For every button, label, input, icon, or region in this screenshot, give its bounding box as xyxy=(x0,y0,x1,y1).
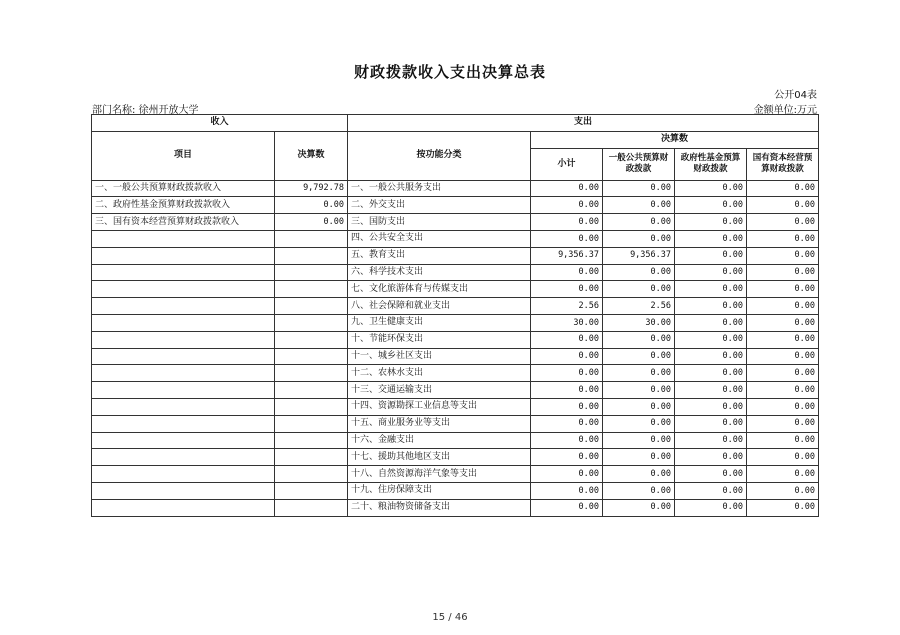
table-row xyxy=(92,314,819,331)
subtotal-cell: 0.00 xyxy=(531,365,603,382)
income-item-cell xyxy=(92,466,275,483)
general-budget-cell: 0.00 xyxy=(603,466,675,483)
income-item-cell xyxy=(92,382,275,399)
expense-category-cell: 九、卫生健康支出 xyxy=(348,314,531,331)
gov-fund-cell: 0.00 xyxy=(675,449,747,466)
income-amount-cell: 9,792.78 xyxy=(275,180,348,197)
table-row xyxy=(92,264,819,281)
expense-category-cell: 七、文化旅游体育与传媒支出 xyxy=(348,281,531,298)
income-item-cell xyxy=(92,499,275,516)
general-budget-cell: 0.00 xyxy=(603,415,675,432)
state-capital-header: 国有资本经营预算财政拨款 xyxy=(747,148,819,180)
expense-category-cell: 一、一般公共服务支出 xyxy=(348,180,531,197)
income-item-cell xyxy=(92,247,275,264)
form-code: 公开04表 xyxy=(774,90,817,101)
table-row xyxy=(92,197,819,214)
subtotal-cell: 0.00 xyxy=(531,432,603,449)
income-item-cell: 一、一般公共预算财政拨款收入 xyxy=(92,180,275,197)
table-row xyxy=(92,415,819,432)
income-amount-cell xyxy=(275,499,348,516)
state-capital-cell: 0.00 xyxy=(747,348,819,365)
state-capital-cell: 0.00 xyxy=(747,482,819,499)
income-amount-cell xyxy=(275,432,348,449)
final-amount-group-header: 决算数 xyxy=(531,131,819,148)
expense-category-cell: 十三、交通运输支出 xyxy=(348,382,531,399)
gov-fund-cell: 0.00 xyxy=(675,331,747,348)
expense-header: 支出 xyxy=(348,115,819,132)
state-capital-cell: 0.00 xyxy=(747,398,819,415)
general-budget-cell: 0.00 xyxy=(603,214,675,231)
subtotal-cell: 0.00 xyxy=(531,264,603,281)
gov-fund-cell: 0.00 xyxy=(675,247,747,264)
gov-fund-cell: 0.00 xyxy=(675,499,747,516)
expense-category-cell: 十八、自然资源海洋气象等支出 xyxy=(348,466,531,483)
income-amount-cell xyxy=(275,314,348,331)
income-amount-cell xyxy=(275,415,348,432)
general-budget-cell: 0.00 xyxy=(603,398,675,415)
state-capital-cell: 0.00 xyxy=(747,281,819,298)
subtotal-header: 小计 xyxy=(531,148,603,180)
final-amount-header: 决算数 xyxy=(275,131,348,180)
subtotal-cell: 0.00 xyxy=(531,398,603,415)
general-budget-cell: 9,356.37 xyxy=(603,247,675,264)
general-budget-cell: 2.56 xyxy=(603,298,675,315)
report-title: 财政拨款收入支出决算总表 xyxy=(353,63,546,81)
expense-category-cell: 三、国防支出 xyxy=(348,214,531,231)
general-budget-header: 一般公共预算财政拨款 xyxy=(603,148,675,180)
table-row xyxy=(92,331,819,348)
gov-fund-cell: 0.00 xyxy=(675,214,747,231)
gov-fund-cell: 0.00 xyxy=(675,466,747,483)
state-capital-cell: 0.00 xyxy=(747,466,819,483)
state-capital-cell: 0.00 xyxy=(747,382,819,399)
income-item-cell xyxy=(92,230,275,247)
state-capital-cell: 0.00 xyxy=(747,449,819,466)
gov-fund-cell: 0.00 xyxy=(675,415,747,432)
state-capital-cell: 0.00 xyxy=(747,247,819,264)
income-amount-cell: 0.00 xyxy=(275,197,348,214)
income-amount-cell xyxy=(275,449,348,466)
table-row xyxy=(92,230,819,247)
income-amount-cell xyxy=(275,382,348,399)
page-indicator: 15 / 46 xyxy=(432,612,468,623)
table-row xyxy=(92,298,819,315)
gov-fund-cell: 0.00 xyxy=(675,398,747,415)
table-row xyxy=(92,432,819,449)
general-budget-cell: 0.00 xyxy=(603,230,675,247)
table-row xyxy=(92,281,819,298)
general-budget-cell: 0.00 xyxy=(603,281,675,298)
table-row xyxy=(92,482,819,499)
subtotal-cell: 0.00 xyxy=(531,415,603,432)
state-capital-cell: 0.00 xyxy=(747,264,819,281)
subtotal-cell: 0.00 xyxy=(531,348,603,365)
income-item-cell xyxy=(92,432,275,449)
table-row xyxy=(92,449,819,466)
state-capital-cell: 0.00 xyxy=(747,197,819,214)
gov-fund-header: 政府性基金预算财政拨款 xyxy=(675,148,747,180)
final-accounts-table xyxy=(91,114,819,517)
table-row xyxy=(92,499,819,516)
income-item-cell xyxy=(92,281,275,298)
general-budget-cell: 30.00 xyxy=(603,314,675,331)
gov-fund-cell: 0.00 xyxy=(675,382,747,399)
expense-category-cell: 十五、商业服务业等支出 xyxy=(348,415,531,432)
income-amount-cell xyxy=(275,482,348,499)
expense-category-cell: 六、科学技术支出 xyxy=(348,264,531,281)
general-budget-cell: 0.00 xyxy=(603,264,675,281)
income-header: 收入 xyxy=(92,115,348,132)
expense-category-cell: 十四、资源勘探工业信息等支出 xyxy=(348,398,531,415)
expense-category-cell: 十六、金融支出 xyxy=(348,432,531,449)
expense-category-cell: 十一、城乡社区支出 xyxy=(348,348,531,365)
income-amount-cell xyxy=(275,365,348,382)
subtotal-cell: 0.00 xyxy=(531,499,603,516)
subtotal-cell: 30.00 xyxy=(531,314,603,331)
income-amount-cell xyxy=(275,230,348,247)
income-amount-cell xyxy=(275,247,348,264)
general-budget-cell: 0.00 xyxy=(603,499,675,516)
general-budget-cell: 0.00 xyxy=(603,331,675,348)
subtotal-cell: 0.00 xyxy=(531,482,603,499)
expense-category-cell: 十、节能环保支出 xyxy=(348,331,531,348)
subtotal-cell: 0.00 xyxy=(531,382,603,399)
state-capital-cell: 0.00 xyxy=(747,180,819,197)
expense-category-cell: 四、公共安全支出 xyxy=(348,230,531,247)
gov-fund-cell: 0.00 xyxy=(675,314,747,331)
income-item-cell xyxy=(92,331,275,348)
gov-fund-cell: 0.00 xyxy=(675,298,747,315)
income-item-cell xyxy=(92,415,275,432)
income-item-cell xyxy=(92,482,275,499)
general-budget-cell: 0.00 xyxy=(603,197,675,214)
subtotal-cell: 0.00 xyxy=(531,281,603,298)
gov-fund-cell: 0.00 xyxy=(675,432,747,449)
expense-category-cell: 二、外交支出 xyxy=(348,197,531,214)
table-row xyxy=(92,365,819,382)
expense-category-cell: 十二、农林水支出 xyxy=(348,365,531,382)
expense-category-cell: 五、教育支出 xyxy=(348,247,531,264)
income-amount-cell xyxy=(275,298,348,315)
income-item-cell xyxy=(92,365,275,382)
expense-category-cell: 十九、住房保障支出 xyxy=(348,482,531,499)
table-row xyxy=(92,247,819,264)
subtotal-cell: 2.56 xyxy=(531,298,603,315)
state-capital-cell: 0.00 xyxy=(747,331,819,348)
income-amount-cell xyxy=(275,398,348,415)
general-budget-cell: 0.00 xyxy=(603,365,675,382)
general-budget-cell: 0.00 xyxy=(603,432,675,449)
expense-category-cell: 二十、粮油物资储备支出 xyxy=(348,499,531,516)
department-name: 部门名称: 徐州开放大学 xyxy=(92,105,199,116)
table-row xyxy=(92,180,819,197)
income-item-cell xyxy=(92,264,275,281)
general-budget-cell: 0.00 xyxy=(603,348,675,365)
general-budget-cell: 0.00 xyxy=(603,449,675,466)
income-item-cell: 三、国有资本经营预算财政拨款收入 xyxy=(92,214,275,231)
income-amount-cell xyxy=(275,331,348,348)
income-amount-cell: 0.00 xyxy=(275,214,348,231)
subtotal-cell: 0.00 xyxy=(531,466,603,483)
income-item-cell xyxy=(92,449,275,466)
income-item-cell xyxy=(92,314,275,331)
income-item-cell xyxy=(92,298,275,315)
state-capital-cell: 0.00 xyxy=(747,298,819,315)
state-capital-cell: 0.00 xyxy=(747,214,819,231)
general-budget-cell: 0.00 xyxy=(603,482,675,499)
state-capital-cell: 0.00 xyxy=(747,415,819,432)
item-header: 项目 xyxy=(92,131,275,180)
general-budget-cell: 0.00 xyxy=(603,180,675,197)
gov-fund-cell: 0.00 xyxy=(675,264,747,281)
income-amount-cell xyxy=(275,264,348,281)
table-row xyxy=(92,398,819,415)
income-item-cell xyxy=(92,398,275,415)
subtotal-cell: 0.00 xyxy=(531,214,603,231)
income-amount-cell xyxy=(275,348,348,365)
by-function-header: 按功能分类 xyxy=(348,131,531,180)
subtotal-cell: 0.00 xyxy=(531,180,603,197)
gov-fund-cell: 0.00 xyxy=(675,348,747,365)
amount-unit: 金额单位:万元 xyxy=(753,105,817,116)
general-budget-cell: 0.00 xyxy=(603,382,675,399)
gov-fund-cell: 0.00 xyxy=(675,482,747,499)
subtotal-cell: 0.00 xyxy=(531,331,603,348)
table-row xyxy=(92,466,819,483)
table-row xyxy=(92,382,819,399)
income-item-cell xyxy=(92,348,275,365)
gov-fund-cell: 0.00 xyxy=(675,365,747,382)
gov-fund-cell: 0.00 xyxy=(675,230,747,247)
state-capital-cell: 0.00 xyxy=(747,230,819,247)
gov-fund-cell: 0.00 xyxy=(675,197,747,214)
state-capital-cell: 0.00 xyxy=(747,314,819,331)
income-item-cell: 二、政府性基金预算财政拨款收入 xyxy=(92,197,275,214)
subtotal-cell: 9,356.37 xyxy=(531,247,603,264)
table-row xyxy=(92,214,819,231)
state-capital-cell: 0.00 xyxy=(747,432,819,449)
state-capital-cell: 0.00 xyxy=(747,499,819,516)
subtotal-cell: 0.00 xyxy=(531,197,603,214)
income-amount-cell xyxy=(275,281,348,298)
subtotal-cell: 0.00 xyxy=(531,449,603,466)
subtotal-cell: 0.00 xyxy=(531,230,603,247)
expense-category-cell: 八、社会保障和就业支出 xyxy=(348,298,531,315)
state-capital-cell: 0.00 xyxy=(747,365,819,382)
table-row xyxy=(92,348,819,365)
gov-fund-cell: 0.00 xyxy=(675,281,747,298)
expense-category-cell: 十七、援助其他地区支出 xyxy=(348,449,531,466)
income-amount-cell xyxy=(275,466,348,483)
gov-fund-cell: 0.00 xyxy=(675,180,747,197)
